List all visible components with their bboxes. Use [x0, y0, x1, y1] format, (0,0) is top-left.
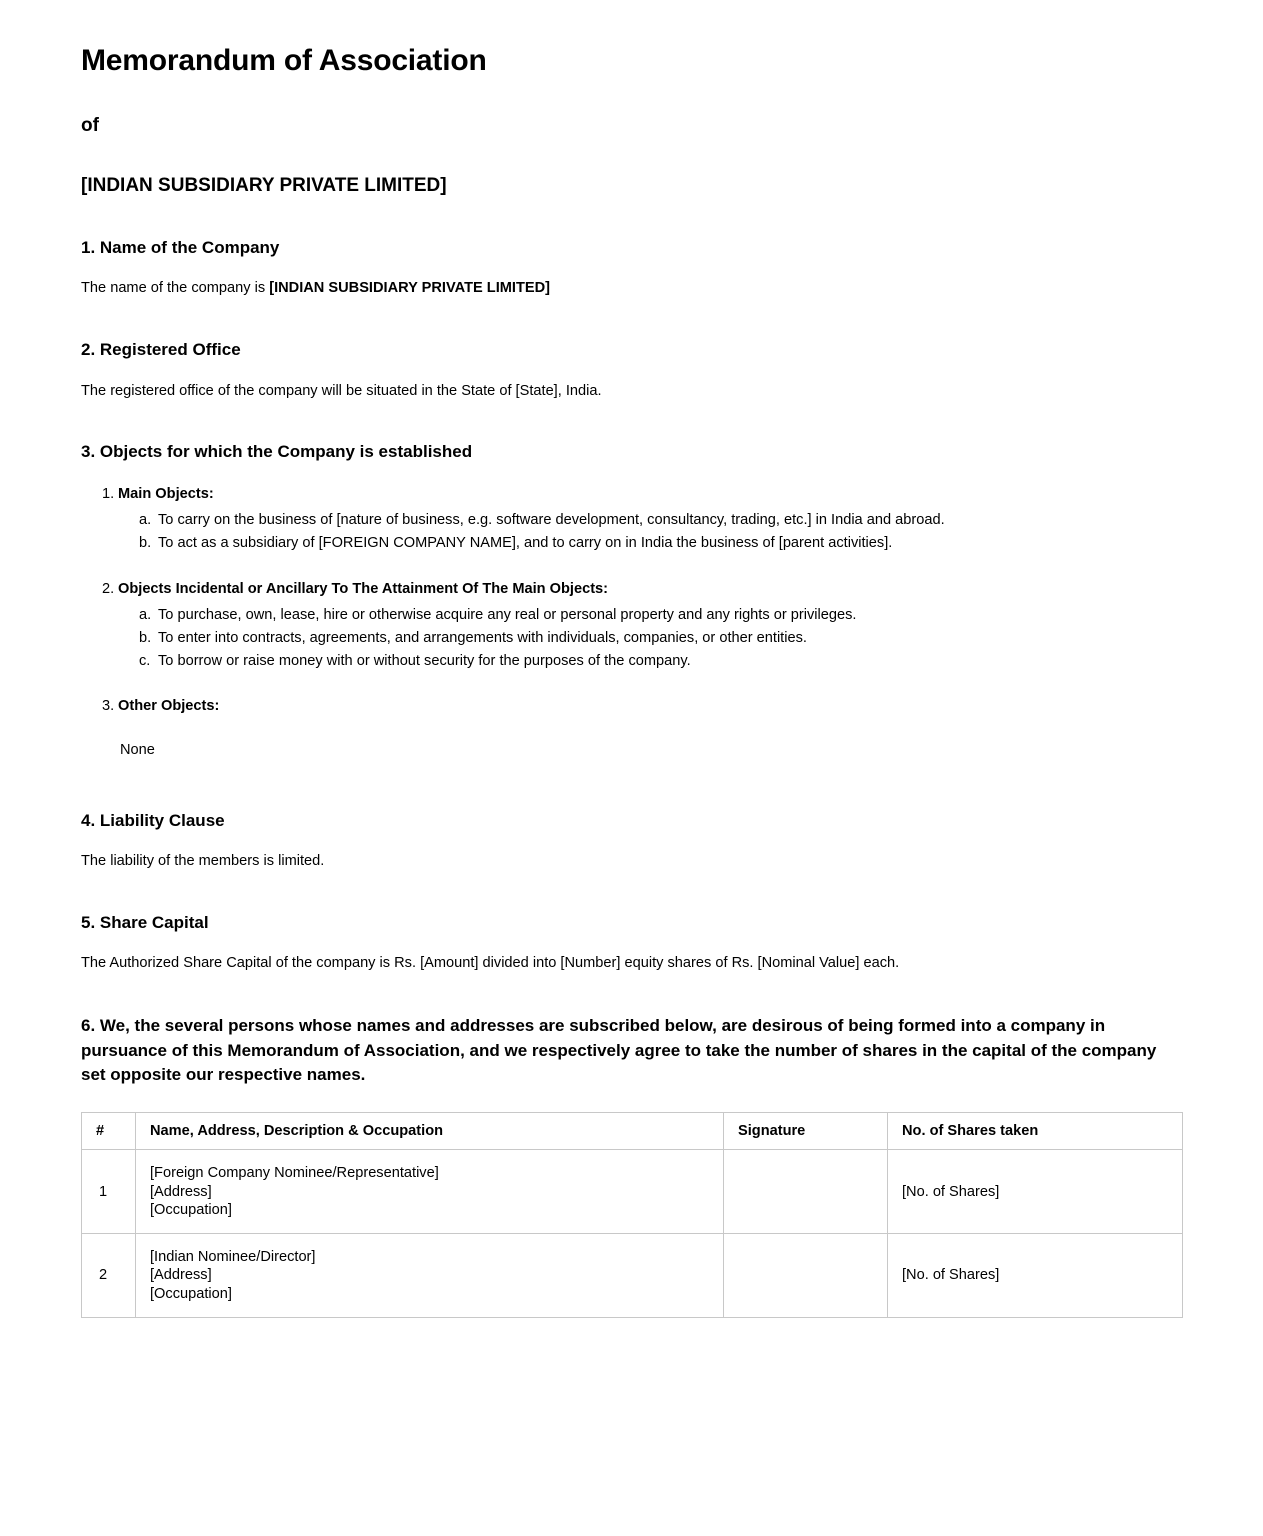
- name-of-company-prefix: The name of the company is: [81, 280, 270, 297]
- section-heading-subscribers: 6. We, the several persons whose names and addresses are subscribed below, are desirous of being formed into a company in pursuance of this Memorandum of Association, and we respectively agree to take the number of shares in the capital of the company set opposite our respective names.: [81, 1015, 1157, 1085]
- sublist-marker: b.: [139, 629, 152, 646]
- table-body: [82, 1150, 1183, 1317]
- sublist-marker: c.: [139, 652, 151, 669]
- objects-item-title: Objects Incidental or Ancillary To The Attainment Of The Main Objects:: [118, 580, 609, 597]
- subscriber-address: [Address]: [150, 1183, 212, 1200]
- name-of-company-value: [INDIAN SUBSIDIARY PRIVATE LIMITED]: [269, 280, 551, 297]
- objects-list: [81, 484, 1183, 718]
- cell-shares: [No. of Shares]: [888, 1150, 1183, 1234]
- objects-sublist-item: [118, 532, 1183, 555]
- column-header-name: Name, Address, Description & Occupation: [136, 1112, 724, 1150]
- sublist-text: To enter into contracts, agreements, and arrangements with individuals, companies, or other entities.: [158, 629, 807, 646]
- column-header-index: #: [82, 1112, 136, 1150]
- table-header: [82, 1112, 1183, 1150]
- objects-list-item: [81, 579, 1183, 673]
- cell-name-address-occupation: [136, 1150, 724, 1234]
- objects-sublist-item: [118, 627, 1183, 650]
- objects-sublist: [118, 604, 1183, 673]
- objects-sublist: [118, 509, 1183, 555]
- section-heading-name-of-company: 1. Name of the Company: [81, 238, 280, 258]
- section-heading-objects: 3. Objects for which the Company is established: [81, 442, 473, 462]
- subscriber-address: [Address]: [150, 1267, 212, 1284]
- sublist-marker: b.: [139, 534, 152, 551]
- cell-signature[interactable]: [724, 1234, 888, 1318]
- objects-sublist-item: [118, 650, 1183, 673]
- table-row: [82, 1150, 1183, 1234]
- objects-item-title: Main Objects:: [118, 485, 214, 502]
- section-text-liability: The liability of the members is limited.: [81, 853, 325, 870]
- sublist-text: To purchase, own, lease, hire or otherwise acquire any real or personal property and any rights or privileges.: [158, 606, 857, 623]
- section-text-share-capital: The Authorized Share Capital of the company is Rs. [Amount] divided into [Number] equity shares of Rs. [Nominal Value] each.: [81, 955, 900, 972]
- section-text-registered-office: The registered office of the company will be situated in the State of [State], India.: [81, 382, 602, 399]
- cell-index: 2: [82, 1234, 136, 1318]
- objects-item-title: Other Objects:: [118, 698, 220, 715]
- cell-shares: [No. of Shares]: [888, 1234, 1183, 1318]
- sublist-text: To act as a subsidiary of [FOREIGN COMPANY NAME], and to carry on in India the business of [parent activities].: [158, 534, 893, 551]
- column-header-shares: No. of Shares taken: [888, 1112, 1183, 1150]
- table-header-row: [82, 1112, 1183, 1150]
- document-of-label: of: [81, 114, 99, 136]
- objects-list-container: [81, 484, 1183, 761]
- objects-sublist-item: [118, 509, 1183, 532]
- objects-sublist-item: [118, 604, 1183, 627]
- subscriber-occupation: [Occupation]: [150, 1285, 232, 1302]
- section-text-name-of-company: [81, 279, 1183, 299]
- list-marker: 2.: [102, 580, 115, 597]
- objects-list-item: [81, 696, 1183, 717]
- section-heading-registered-office: 2. Registered Office: [81, 340, 241, 360]
- subscriber-occupation: [Occupation]: [150, 1201, 232, 1218]
- column-header-signature: Signature: [724, 1112, 888, 1150]
- sublist-text: To borrow or raise money with or without security for the purposes of the company.: [158, 652, 691, 669]
- list-marker: 1.: [102, 485, 115, 502]
- cell-name-address-occupation: [136, 1234, 724, 1318]
- document-title: Memorandum of Association: [81, 44, 487, 77]
- objects-list-item: [81, 484, 1183, 555]
- other-objects-note: None: [120, 741, 155, 758]
- sublist-marker: a.: [139, 511, 152, 528]
- document-company-name: [INDIAN SUBSIDIARY PRIVATE LIMITED]: [81, 175, 447, 197]
- subscribers-table: [81, 1112, 1183, 1318]
- table-row: [82, 1234, 1183, 1318]
- list-spacer: [81, 555, 1183, 579]
- list-spacer: [81, 672, 1183, 696]
- cell-signature[interactable]: [724, 1150, 888, 1234]
- subscriber-name: [Indian Nominee/Director]: [150, 1249, 316, 1266]
- section-heading-share-capital: 5. Share Capital: [81, 912, 209, 932]
- list-marker: 3.: [102, 698, 115, 715]
- sublist-text: To carry on the business of [nature of business, e.g. software development, consultancy, trading, etc.] in India and abroad.: [158, 511, 945, 528]
- cell-index: 1: [82, 1150, 136, 1234]
- section-heading-liability: 4. Liability Clause: [81, 810, 225, 830]
- sublist-marker: a.: [139, 606, 152, 623]
- subscriber-name: [Foreign Company Nominee/Representative]: [150, 1165, 439, 1182]
